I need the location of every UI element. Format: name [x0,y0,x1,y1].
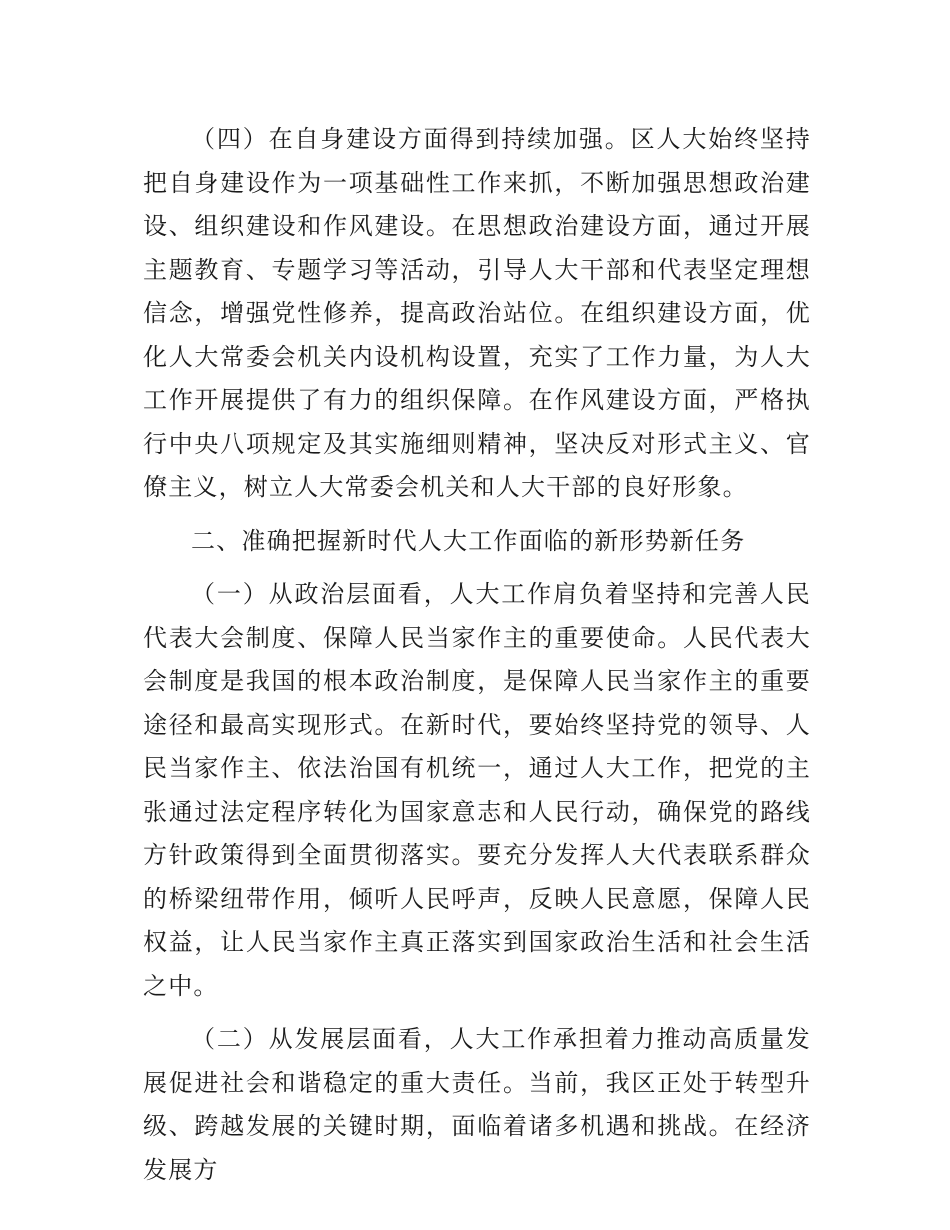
paragraph-self-construction: （四）在自身建设方面得到持续加强。区人大始终坚持把自身建设作为一项基础性工作来抓，不断加强思想政治建设、组织建设和作风建设。在思想政治建设方面，通过开展主题教育、专题学习等活动，引导人大干部和代表坚定理想信念，增强党性修养，提高政治站位。在组织建设方面，优化人大常委会机关内设机构设置，充实了工作力量，为人大工作开展提供了有力的组织保障。在作风建设方面，严格执行中央八项规定及其实施细则精神，坚决反对形式主义、官僚主义，树立人大常委会机关和人大干部的良好形象。 [143,125,811,501]
section-heading-new-situation: 二、准确把握新时代人大工作面临的新形势新任务 [191,526,746,555]
document-body [143,118,811,1202]
paragraph-political-level: （一）从政治层面看，人大工作肩负着坚持和完善人民代表大会制度、保障人民当家作主的重要使命。人民代表大会制度是我国的根本政治制度，是保障人民当家作主的重要途径和最高实现形式。在新时代，要始终坚持党的领导、人民当家作主、依法治国有机统一，通过人大工作，把党的主张通过法定程序转化为国家意志和人民行动，确保党的路线方针政策得到全面贯彻落实。要充分发挥人大代表联系群众的桥梁纽带作用，倾听人民呼声，反映人民意愿，保障人民权益，让人民当家作主真正落实到国家政治生活和社会生活之中。 [143,580,811,1000]
paragraph-development-level: （二）从发展层面看，人大工作承担着力推动高质量发展促进社会和谐稳定的重大责任。当前，我区正处于转型升级、跨越发展的关键时期，面临着诸多机遇和挑战。在经济发展方 [143,1025,811,1184]
